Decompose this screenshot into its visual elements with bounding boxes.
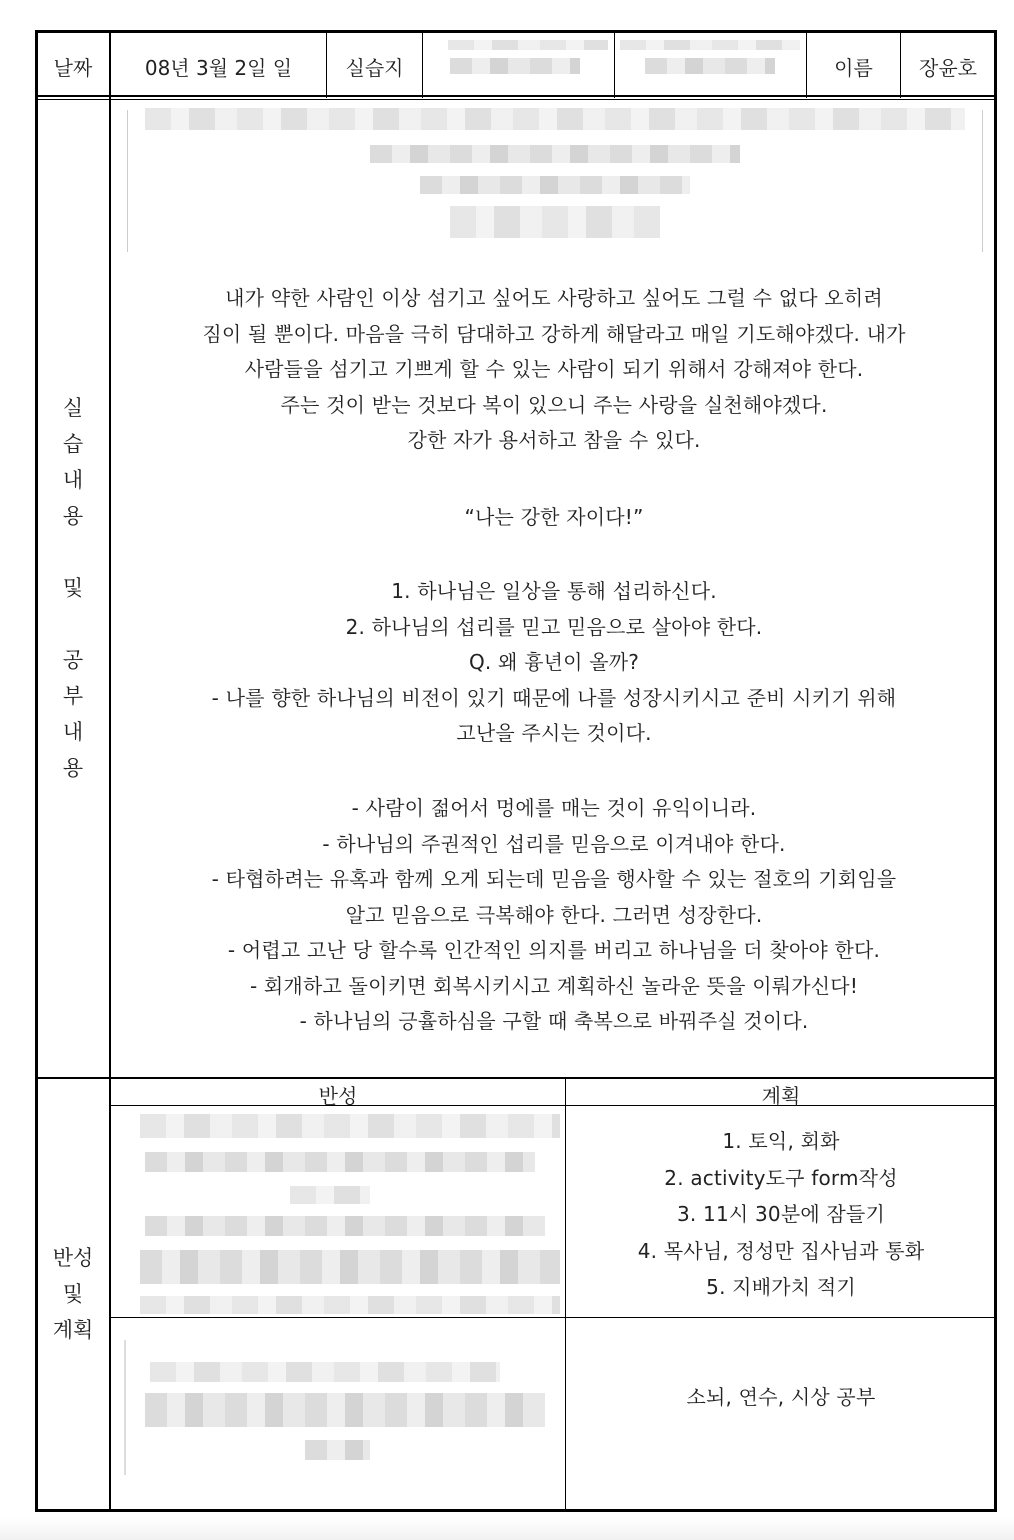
name-value: 장윤호 (919, 56, 977, 80)
redacted-site-name (448, 40, 608, 50)
date-label: 날짜 (53, 56, 93, 80)
site-label: 실습지 (345, 56, 404, 80)
redacted-reflection (145, 1216, 545, 1236)
redacted-site-name (450, 58, 580, 74)
journal-paragraph: 내가 약한 사람인 이상 섬기고 싶어도 사랑하고 싶어도 그럴 수 없다 오히려 짐이 될 뿐이다. 마음을 극히 담대하고 강하게 해달라고 매일 기도해야겠다. 내가 사람들을 섬기고 기쁘게 할 수 있는 사람이 되기 위해서 강해져야 한다. 주는 것이 받는 것보다 복이 있으니 주는 사랑을 실천해야겠다. 강한 자가 용서하고 참을 수 있다. (202, 286, 906, 452)
redacted-reflection (140, 1296, 560, 1314)
quote-line: “나는 강한 자이다!” (464, 505, 644, 529)
plan-header: 계획 (761, 1084, 801, 1108)
section2-label: 반성 및 계획 (52, 1246, 94, 1342)
redacted-text (370, 145, 740, 163)
redacted-site-address (645, 58, 775, 74)
divider (614, 30, 615, 98)
header-bottom-border (35, 95, 997, 97)
redacted-site-address (620, 40, 800, 50)
redacted-reflection-2 (145, 1393, 545, 1427)
redacted-text (420, 176, 690, 194)
plan-list: 1. 토익, 회화 2. activity도구 form작성 3. 11시 30분에 잠들기 4. 목사님, 정성만 집사님과 통화 5. 지배가치 적기 (637, 1129, 925, 1299)
name-label: 이름 (834, 56, 873, 80)
lesson-list: 1. 하나님은 일상을 통해 섭리하신다. 2. 하나님의 섭리를 믿고 믿음으로 살아야 한다. Q. 왜 흉년이 올까? - 나를 향한 하나님의 비전이 있기 때문에 나를 성장시키시고 준비 시키기 위해 고난을 주시는 것이다. (211, 579, 897, 745)
redacted-reflection-2 (150, 1362, 500, 1382)
section1-label: 실 습 내 용 및 공 부 내 용 (62, 396, 84, 780)
redacted-text (450, 206, 660, 238)
redacted-reflection (140, 1114, 560, 1138)
page-bottom (0, 1518, 1014, 1540)
faint-line (982, 110, 983, 252)
redacted-text (145, 108, 965, 130)
faint-line (124, 1340, 126, 1475)
redacted-reflection (290, 1186, 370, 1204)
divider (422, 30, 423, 98)
plan-study: 소뇌, 연수, 시상 공부 (686, 1385, 876, 1409)
faint-line (127, 110, 128, 252)
section-divider (35, 1077, 997, 1079)
redacted-reflection (140, 1250, 560, 1284)
header-bottom-border-double (35, 99, 997, 100)
lesson-dash-list: - 사람이 젊어서 멍에를 매는 것이 유익이니라. - 하나님의 주권적인 섭리를 믿음으로 이겨내야 한다. - 타협하려는 유혹과 함께 오게 되는데 믿음을 행사할 수 있는 절호의 기회임을 알고 믿음으로 극복해야 한다. 그러면 성장한다. - 어렵고 고난 당 할수록 인간적인 의지를 버리고 하나님을 더 찾아야 한다. - 회개하고 돌이키면 회복시키시고 계획하신 놀라운 뜻을 이뤄가신다! - 하나님의 긍휼하심을 구할 때 축복으로 바꿔주실 것이다. (211, 796, 897, 1033)
date-value: 08년 3월 2일 일 (144, 56, 293, 80)
redacted-reflection-2 (305, 1440, 370, 1460)
row-divider (111, 1317, 997, 1318)
reflection-header: 반성 (318, 1084, 358, 1108)
redacted-reflection (145, 1152, 535, 1172)
